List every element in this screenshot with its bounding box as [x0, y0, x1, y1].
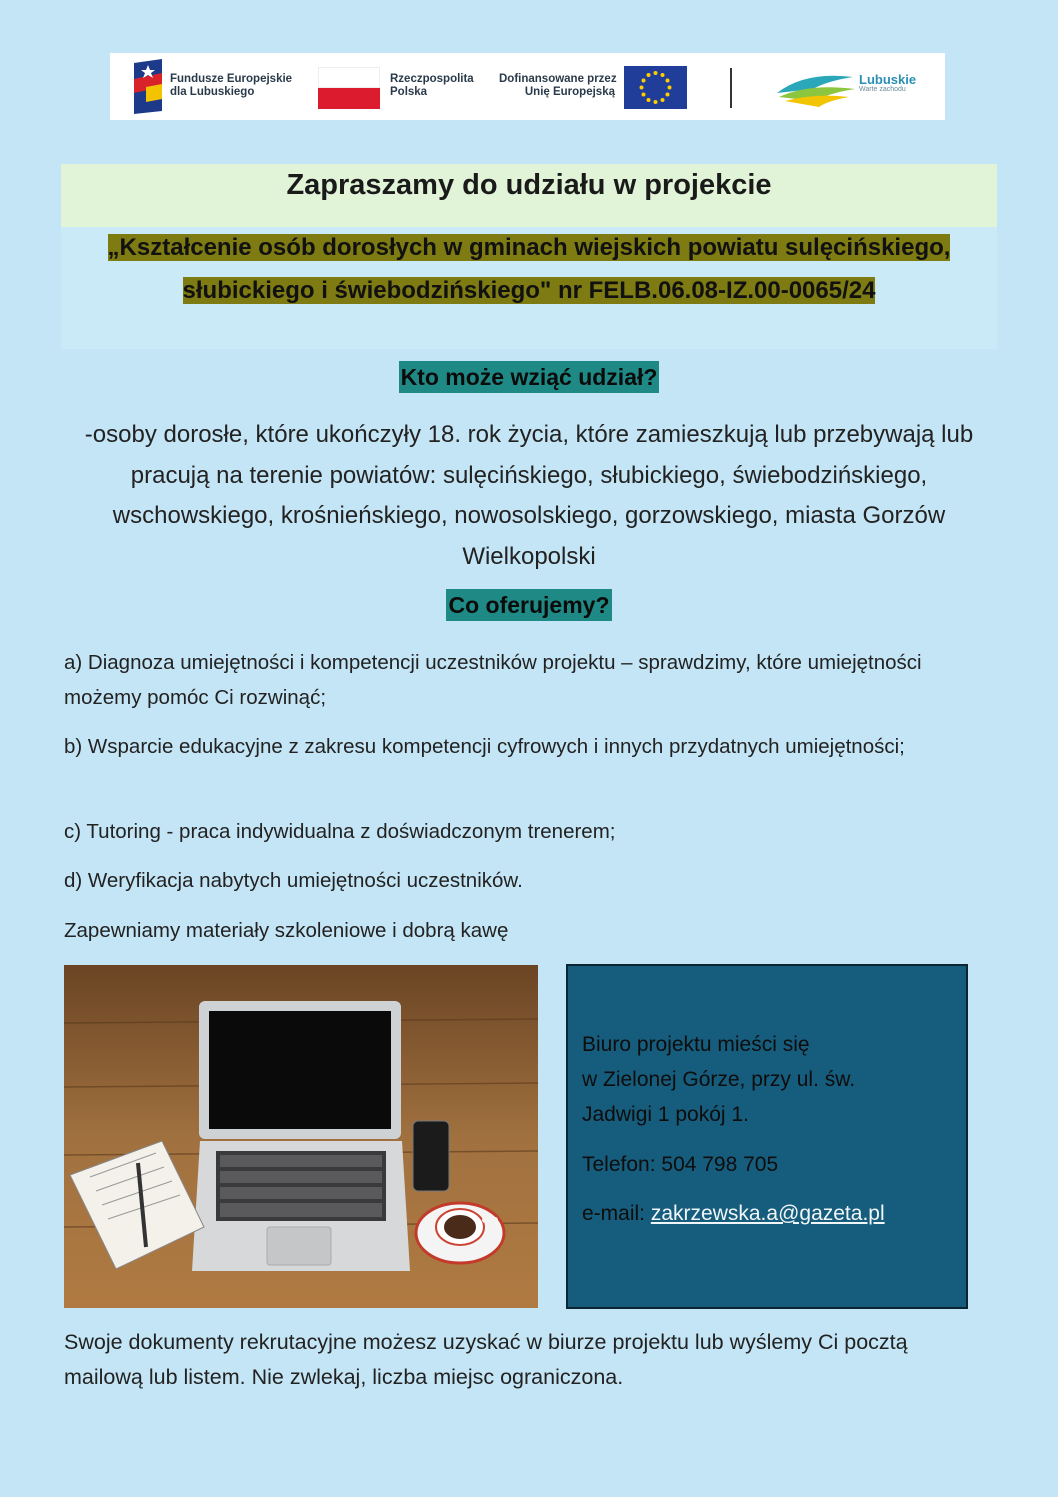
offer-item-a: a) Diagnoza umiejętności i kompetencji uczestników projektu – sprawdzimy, które umiejętności możemy pomóc Ci rozwinąć; — [64, 651, 922, 709]
feu-logo-line2: dla Lubuskiego — [170, 86, 255, 98]
polish-flag-icon — [318, 67, 380, 109]
fundusze-europejskie-logo-icon — [132, 59, 164, 114]
email-label: e-mail: — [582, 1202, 651, 1225]
lubuskie-logo-icon — [775, 67, 857, 109]
title-band — [61, 164, 997, 227]
email-link[interactable]: zakrzewska.a@gazeta.pl — [650, 1202, 885, 1225]
office-line-2: w Zielonej Górze, przy ul. św. — [582, 1068, 856, 1091]
contact-box — [566, 964, 968, 1309]
offer-item-d: d) Weryfikacja nabytych umiejętności uczestników. — [64, 869, 523, 892]
rp-logo-line1: Rzeczpospolita — [390, 73, 474, 85]
offer-heading: Co oferujemy? — [446, 589, 611, 621]
project-name: „Kształcenie osób dorosłych w gminach wiejskich powiatu sulęcińskiego, słubickiego i świebodzińskiego" nr FELB.06.08-IZ.00-0065/24 — [107, 234, 951, 304]
footer-text: Swoje dokumenty rekrutacyjne możesz uzyskać w biurze projektu lub wyślemy Ci pocztą mailową lub listem. Nie zwlekaj, liczba miejsc ograniczona. — [64, 1330, 908, 1389]
offer-extra: Zapewniamy materiały szkoleniowe i dobrą kawę — [64, 919, 509, 942]
lubuskie-name: Lubuskie — [859, 72, 917, 87]
logo-divider — [730, 68, 732, 108]
who-heading: Kto może wziąć udział? — [399, 361, 660, 393]
rp-logo-line2: Polska — [390, 86, 428, 98]
project-band — [61, 227, 997, 349]
logo-bar — [110, 53, 945, 120]
email-row — [582, 1196, 885, 1231]
office-line-3: Jadwigi 1 pokój 1. — [582, 1103, 749, 1126]
who-heading-row — [0, 364, 1058, 391]
office-line-1: Biuro projektu mieści się — [582, 1033, 810, 1056]
lubuskie-tagline: Warte zachodu — [859, 86, 906, 93]
offer-item-b: b) Wsparcie edukacyjne z zakresu kompetencji cyfrowych i innych przydatnych umiejętności; — [64, 735, 905, 758]
laptop-desk-photo — [64, 965, 538, 1308]
ue-logo-line2: Unię Europejską — [524, 86, 615, 98]
offer-heading-row — [0, 592, 1058, 619]
laptop-photo-illustration — [64, 965, 538, 1308]
offer-item-c: c) Tutoring - praca indywidualna z doświadczonym trenerem; — [64, 820, 616, 843]
who-description: -osoby dorosłe, które ukończyły 18. rok życia, które zamieszkują lub przebywają lub pracują na terenie powiatów: sulęcińskiego, słubickiego, świebodzińskiego, wschowskiego, krośnieńskiego, nowosolskiego, gorzowskiego, miasta Gorzów Wielkopolski — [84, 421, 974, 570]
ue-logo-line1: Dofinansowane przez — [499, 73, 617, 85]
phone-number: Telefon: 504 798 705 — [582, 1153, 779, 1176]
eu-flag-icon — [624, 66, 687, 109]
feu-logo-line1: Fundusze Europejskie — [170, 73, 293, 85]
page-title: Zapraszamy do udziału w projekcie — [286, 169, 772, 201]
